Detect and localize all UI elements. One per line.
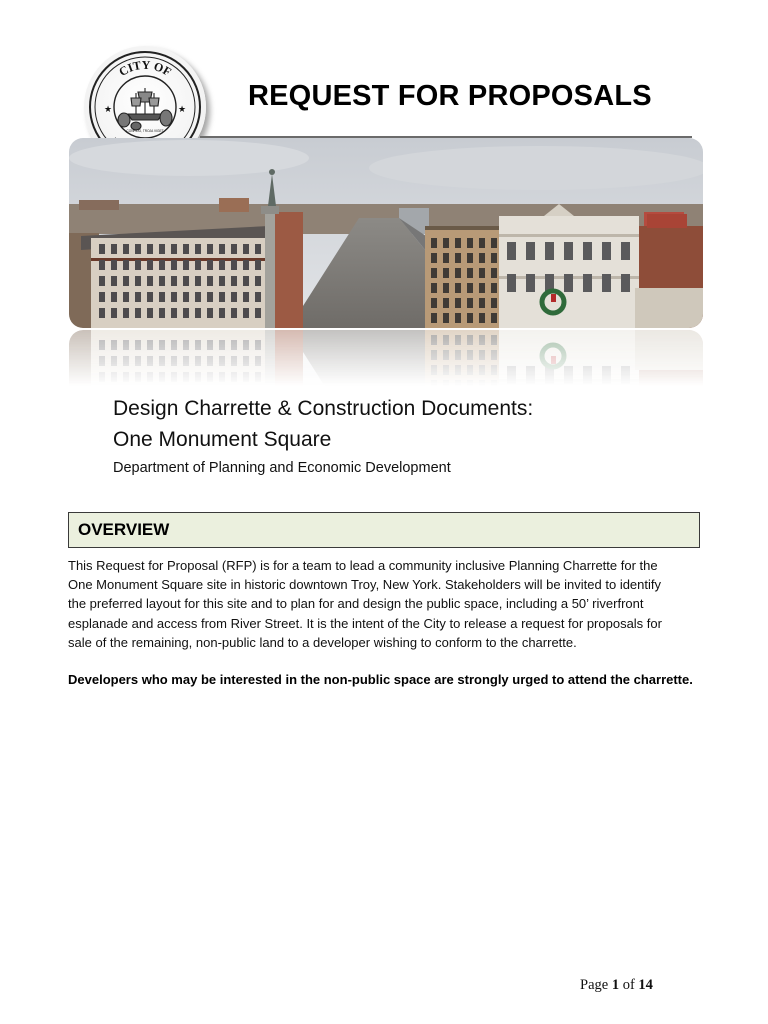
window	[195, 260, 201, 270]
window	[455, 298, 461, 308]
window	[491, 335, 497, 345]
window	[583, 242, 592, 260]
window	[564, 366, 573, 384]
window	[147, 292, 153, 302]
window	[171, 308, 177, 318]
window	[431, 253, 437, 263]
window	[207, 276, 213, 286]
cover-photo	[69, 138, 703, 328]
window	[583, 274, 592, 292]
paragraph-line: esplanade and access from River Street. It is the intent of the City to release a request for proposals for	[68, 615, 662, 631]
window	[255, 340, 261, 350]
window	[99, 372, 105, 382]
window	[159, 260, 165, 270]
window	[467, 313, 473, 323]
window	[207, 356, 213, 366]
window	[479, 365, 485, 375]
department-name: Department of Planning and Economic Development	[113, 460, 451, 476]
window	[602, 274, 611, 292]
window	[195, 292, 201, 302]
downtown-troy-panorama	[69, 138, 703, 328]
window	[207, 340, 213, 350]
window	[479, 238, 485, 248]
window	[195, 356, 201, 366]
window	[195, 244, 201, 254]
window	[207, 244, 213, 254]
window	[123, 244, 129, 254]
window	[171, 340, 177, 350]
window	[231, 276, 237, 286]
window	[255, 276, 261, 286]
page-number	[580, 977, 653, 994]
page-current: 1	[611, 977, 620, 993]
window	[243, 276, 249, 286]
project-title	[113, 393, 533, 455]
window	[231, 244, 237, 254]
window	[159, 372, 165, 382]
window	[431, 350, 437, 360]
window	[135, 308, 141, 318]
window	[159, 308, 165, 318]
window	[183, 340, 189, 350]
window	[207, 372, 213, 382]
window	[219, 308, 225, 318]
window	[255, 308, 261, 318]
window	[219, 260, 225, 270]
window	[99, 244, 105, 254]
developer-notice: Developers who may be interested in the non-public space are strongly urged to attend the charrette.	[68, 672, 693, 687]
window	[159, 276, 165, 286]
window	[147, 356, 153, 366]
window	[443, 365, 449, 375]
window	[255, 244, 261, 254]
window	[99, 308, 105, 318]
window	[171, 356, 177, 366]
window	[99, 340, 105, 350]
window	[135, 276, 141, 286]
window	[491, 238, 497, 248]
window	[467, 298, 473, 308]
window	[479, 283, 485, 293]
window	[467, 335, 473, 345]
window	[207, 260, 213, 270]
overview-heading: OVERVIEW	[78, 520, 170, 539]
window	[443, 283, 449, 293]
window	[467, 283, 473, 293]
svg-text:★: ★	[178, 104, 187, 114]
overview-paragraph	[68, 556, 708, 652]
window	[507, 242, 516, 260]
svg-text:★: ★	[104, 104, 113, 114]
window	[111, 292, 117, 302]
window	[219, 372, 225, 382]
window	[159, 356, 165, 366]
window	[123, 260, 129, 270]
window	[491, 380, 497, 386]
window	[491, 365, 497, 375]
window	[135, 260, 141, 270]
window	[491, 313, 497, 323]
svg-text:CONFIDO, TROJA VIGET: CONFIDO, TROJA VIGET	[126, 129, 164, 133]
window	[123, 372, 129, 382]
window	[243, 292, 249, 302]
window	[443, 380, 449, 386]
window	[491, 350, 497, 360]
window	[111, 356, 117, 366]
window	[491, 268, 497, 278]
window	[147, 308, 153, 318]
window	[479, 313, 485, 323]
window	[159, 244, 165, 254]
window	[231, 356, 237, 366]
window	[431, 380, 437, 386]
window	[255, 372, 261, 382]
page-of: of	[622, 977, 635, 993]
window	[479, 253, 485, 263]
window	[123, 356, 129, 366]
window	[564, 274, 573, 292]
panorama-reflection	[69, 330, 703, 386]
window	[123, 276, 129, 286]
window	[123, 340, 129, 350]
window	[455, 238, 461, 248]
window	[231, 260, 237, 270]
window	[159, 292, 165, 302]
window	[455, 253, 461, 263]
window	[443, 253, 449, 263]
window	[123, 308, 129, 318]
window	[507, 366, 516, 384]
window	[455, 335, 461, 345]
window	[243, 308, 249, 318]
window	[135, 340, 141, 350]
window	[135, 372, 141, 382]
window	[195, 340, 201, 350]
window	[255, 260, 261, 270]
window	[231, 308, 237, 318]
window	[231, 292, 237, 302]
window	[431, 298, 437, 308]
svg-text:CITY OF: CITY OF	[116, 57, 174, 79]
window	[467, 268, 473, 278]
window	[219, 356, 225, 366]
window	[171, 372, 177, 382]
window	[195, 372, 201, 382]
window	[431, 313, 437, 323]
window	[135, 292, 141, 302]
window	[219, 276, 225, 286]
window	[159, 340, 165, 350]
window	[467, 350, 473, 360]
window	[243, 260, 249, 270]
window	[621, 242, 630, 260]
window	[111, 340, 117, 350]
window	[431, 365, 437, 375]
window	[219, 292, 225, 302]
window	[147, 260, 153, 270]
window	[507, 274, 516, 292]
page-word: Page	[580, 977, 609, 993]
window	[431, 268, 437, 278]
paragraph-line: sale of the remaining, non-public land to a developer wishing to conform to the charrette.	[68, 634, 577, 650]
window	[443, 313, 449, 323]
window	[111, 276, 117, 286]
cover-photo-reflection	[69, 330, 703, 386]
window	[207, 292, 213, 302]
window	[183, 276, 189, 286]
paragraph-line: One Monument Square site in historic downtown Troy, New York. Stakeholders will be invited to identify	[68, 577, 662, 593]
window	[183, 292, 189, 302]
window	[583, 366, 592, 384]
window	[243, 244, 249, 254]
window	[455, 365, 461, 375]
window	[545, 242, 554, 260]
window	[455, 283, 461, 293]
window	[111, 308, 117, 318]
window	[147, 372, 153, 382]
window	[455, 313, 461, 323]
window	[243, 340, 249, 350]
project-title-line1: Design Charrette & Construction Documents:	[113, 397, 534, 420]
window	[255, 292, 261, 302]
window	[467, 253, 473, 263]
window	[443, 298, 449, 308]
window	[147, 276, 153, 286]
window	[621, 366, 630, 384]
window	[602, 366, 611, 384]
window	[431, 283, 437, 293]
window	[491, 283, 497, 293]
window	[526, 274, 535, 292]
window	[491, 298, 497, 308]
window	[455, 268, 461, 278]
window	[195, 276, 201, 286]
window	[231, 340, 237, 350]
window	[207, 308, 213, 318]
window	[443, 268, 449, 278]
window	[147, 244, 153, 254]
window	[255, 356, 261, 366]
window	[467, 238, 473, 248]
overview-heading-box	[68, 512, 700, 548]
window	[99, 292, 105, 302]
window	[183, 356, 189, 366]
page-total: 14	[638, 977, 653, 993]
window	[479, 298, 485, 308]
window	[99, 276, 105, 286]
window	[123, 292, 129, 302]
window	[479, 380, 485, 386]
window	[491, 253, 497, 263]
window	[111, 244, 117, 254]
window	[171, 276, 177, 286]
window	[183, 308, 189, 318]
page-title: REQUEST FOR PROPOSALS	[248, 80, 652, 112]
window	[183, 372, 189, 382]
window	[526, 366, 535, 384]
window	[431, 238, 437, 248]
window	[195, 308, 201, 318]
window	[243, 356, 249, 366]
window	[183, 260, 189, 270]
window	[243, 372, 249, 382]
window	[219, 340, 225, 350]
window	[479, 335, 485, 345]
window	[443, 238, 449, 248]
window	[171, 292, 177, 302]
window	[467, 380, 473, 386]
window	[479, 268, 485, 278]
window	[111, 260, 117, 270]
window	[99, 356, 105, 366]
window	[602, 242, 611, 260]
window	[455, 350, 461, 360]
window	[183, 244, 189, 254]
window	[443, 350, 449, 360]
paragraph-line: the preferred layout for this site and to plan for and design the public space, including a 50’ riverfront	[68, 596, 644, 612]
window	[479, 350, 485, 360]
window	[135, 244, 141, 254]
window	[455, 380, 461, 386]
window	[171, 244, 177, 254]
window	[564, 242, 573, 260]
window	[431, 335, 437, 345]
project-title-line2: One Monument Square	[113, 428, 332, 451]
window	[621, 274, 630, 292]
window	[147, 340, 153, 350]
window	[467, 365, 473, 375]
window	[526, 242, 535, 260]
window	[111, 372, 117, 382]
window	[135, 356, 141, 366]
window	[443, 335, 449, 345]
window	[219, 244, 225, 254]
window	[99, 260, 105, 270]
window	[171, 260, 177, 270]
window	[231, 372, 237, 382]
paragraph-line: This Request for Proposal (RFP) is for a team to lead a community inclusive Planning Charrette for the	[68, 558, 658, 573]
